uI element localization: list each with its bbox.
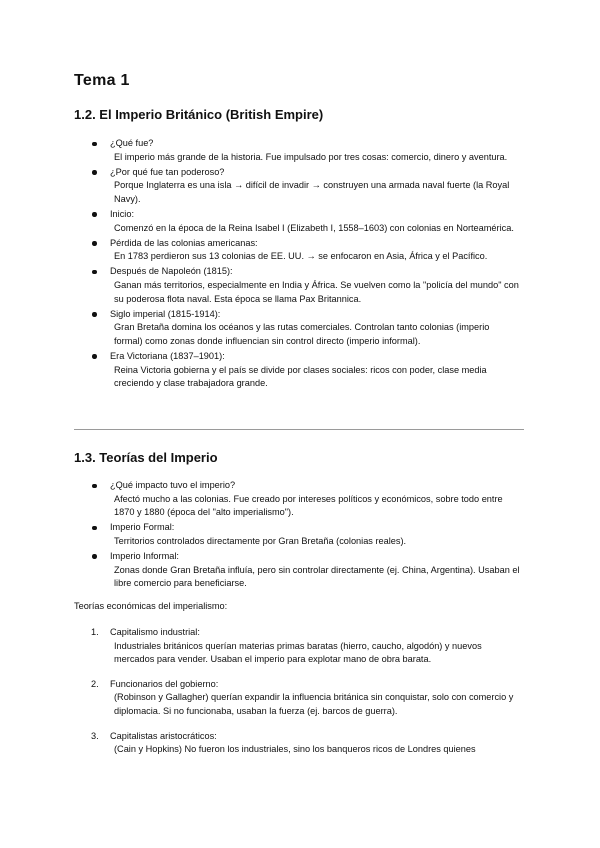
item-answer: Zonas donde Gran Bretaña influía, pero sin controlar directamente (ej. China, Argentina). Usaban el libre comercio para beneficiarse. [114,564,520,589]
list-item [0,678,520,719]
item-question: ¿Qué impacto tuvo el imperio? [110,480,236,490]
section-divider [74,429,524,430]
item-question: ¿Qué fue? [110,138,154,148]
item-answer: El imperio más grande de la historia. Fue impulsado por tres cosas: comercio, dinero y aventura. [114,151,508,162]
list-item [0,521,520,548]
item-question: Imperio Formal: [110,522,175,533]
item-question: Imperio Informal: [110,550,179,561]
document-title: Tema 1 [74,72,130,89]
item-answer: (Robinson y Gallagher) querían expandir la influencia británica sin conquistar, solo con comercio y diplomacia. Si no funcionaba, usaban la fuerza (ej. barcos de guerra). [114,692,514,716]
item-question: Después de Napoleón (1815): [110,266,233,277]
list-item [0,350,520,391]
item-answer: Industriales británicos querían materias primas baratas (hierro, caucho, algodón) y nuevos mercados para vender. Usaban el imperio para explotar mano de obra barata. [114,640,482,665]
economic-theories-heading: Teorías económicas del imperialismo: [74,601,228,611]
item-answer: Reina Victoria gobierna y el país se divide por clases sociales: ricos con poder, clase media creciendo y clase trabajadora grande. [114,364,487,389]
list-item [0,626,520,667]
section-heading-british-empire: 1.2. El Imperio Británico (British Empire) [74,107,324,122]
item-question: Inicio: [110,208,135,219]
item-answer: Porque Inglaterra es una isla → difícil de invadir → construyen una armada naval fuerte (la Royal Navy). [114,180,510,204]
item-number: 2. [91,678,99,689]
item-question: Capitalistas aristocráticos: [110,730,217,741]
section-heading-theories: 1.3. Teorías del Imperio [74,450,218,465]
list-item [0,137,520,164]
item-number: 3. [91,730,99,741]
item-answer: Ganan más territorios, especialmente en India y África. Se vuelven como la "policía del mundo" con su poderosa flota naval. Esta época se llama Pax Britannica. [114,279,519,304]
economic-theories-list [0,626,600,768]
theories-list [0,479,600,592]
item-answer: (Cain y Hopkins) No fueron los industriales, sino los banqueros ricos de Londres quienes [114,744,476,755]
item-answer: Comenzó en la época de la Reina Isabel I (Elizabeth I, 1558–1603) con colonias en Norteamérica. [114,222,514,233]
list-item [0,730,520,757]
list-item [0,166,520,207]
list-item [0,479,520,520]
list-item [0,550,520,591]
item-answer: Gran Bretaña domina los océanos y las rutas comerciales. Controlan tanto colonias (imperio formal) como zonas donde influencian sin control directo (imperio informal). [114,322,490,346]
list-item [0,265,520,306]
item-question: Siglo imperial (1815-1914): [110,308,221,319]
list-item [0,308,520,349]
item-question: Pérdida de las colonias americanas: [110,237,258,248]
item-question: ¿Por qué fue tan poderoso? [110,166,225,177]
item-question: Capitalismo industrial: [110,627,200,637]
item-number: 1. [91,627,99,637]
british-empire-list [0,137,600,392]
item-question: Funcionarios del gobierno: [110,678,219,689]
list-item [0,237,520,264]
item-answer: Territorios controlados directamente por Gran Bretaña (colonias reales). [114,535,407,546]
item-question: Era Victoriana (1837–1901): [110,350,225,361]
list-item [0,208,520,235]
item-answer: Afectó mucho a las colonias. Fue creado por intereses políticos y económicos, sobre todo entre 1870 y 1880 (época del "alto imperialismo"). [114,493,503,518]
item-answer: En 1783 perdieron sus 13 colonias de EE. UU. → se enfocaron en Asia, África y el Pacífico. [114,251,488,262]
